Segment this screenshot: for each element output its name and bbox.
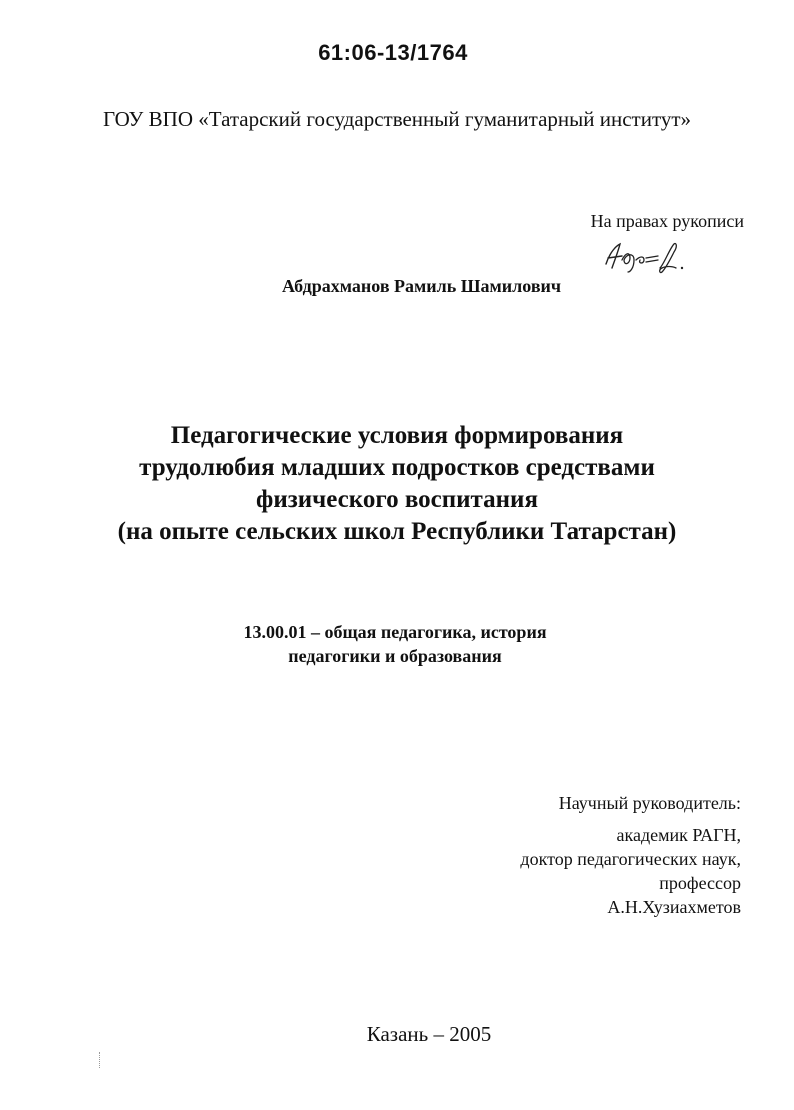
- supervisor-heading: Научный руководитель:: [558, 793, 741, 813]
- supervisor-line: академик РАГН,: [616, 825, 741, 845]
- title-line: Педагогические условия формирования: [170, 422, 624, 449]
- signature-icon: [600, 238, 690, 278]
- title-line: (на опыте сельских школ Республики Татарстан): [117, 518, 677, 545]
- supervisor-block: [520, 791, 741, 919]
- title-line: трудолюбия младших подростков средствами: [139, 454, 655, 481]
- manuscript-rights-note: На правах рукописи: [590, 211, 744, 231]
- scan-margin-mark: [99, 1052, 103, 1068]
- registration-stamp: 61:06-13/1764: [318, 40, 468, 65]
- specialty-line: 13.00.01 – общая педагогика, история: [243, 622, 547, 642]
- supervisor-line: профессор: [659, 873, 741, 893]
- institution-name: ГОУ ВПО «Татарский государственный гуманитарный институт»: [102, 107, 692, 131]
- author-name: Абдрахманов Рамиль Шамилович: [282, 276, 562, 296]
- specialty-line: педагогики и образования: [288, 646, 502, 666]
- city-year: Казань – 2005: [366, 1022, 492, 1046]
- title-line: физического воспитания: [256, 486, 538, 513]
- dissertation-title: [0, 420, 794, 548]
- supervisor-line: доктор педагогических наук,: [520, 849, 741, 869]
- specialty-code: [0, 620, 792, 668]
- supervisor-name: А.Н.Хузиахметов: [607, 897, 741, 917]
